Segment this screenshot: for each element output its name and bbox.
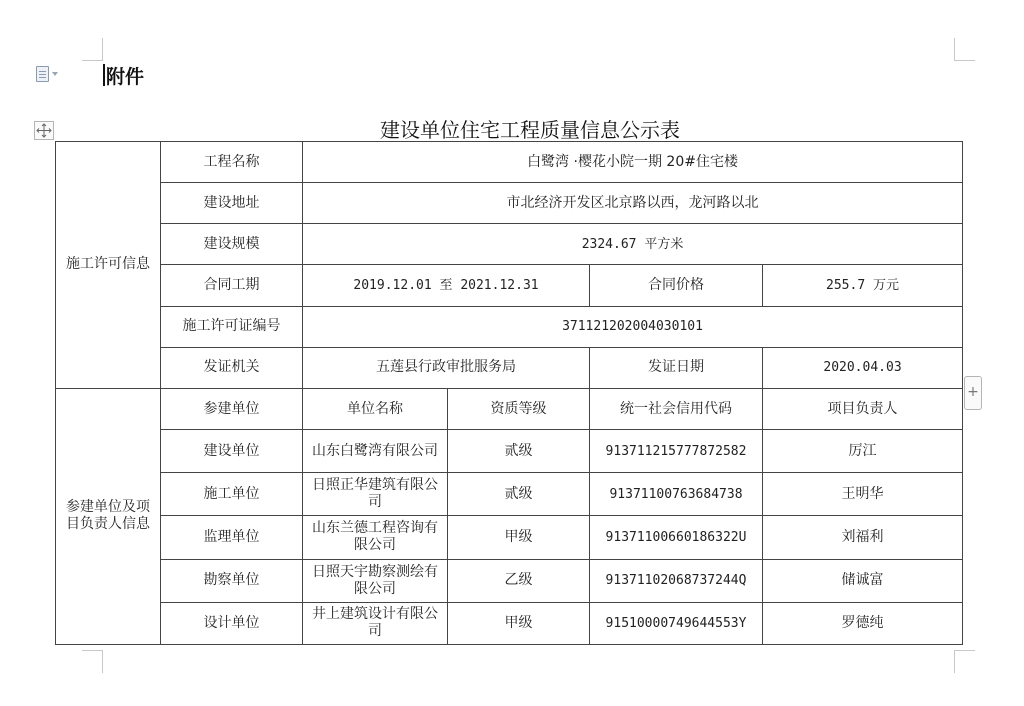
- table-move-handle-icon[interactable]: [34, 121, 54, 140]
- table-row: [56, 602, 963, 644]
- header-credit-code: 统一社会信用代码: [590, 388, 763, 429]
- row-manager[interactable]: 厉江: [763, 430, 963, 473]
- issue-date-value[interactable]: 2020.04.03: [763, 347, 963, 388]
- row-grade[interactable]: 甲级: [448, 516, 590, 559]
- header-role: 参建单位: [161, 388, 303, 429]
- contract-price-value[interactable]: 255.7 万元: [763, 265, 963, 306]
- page-corner-mark-bottom-right: [954, 650, 975, 673]
- row-role: 监理单位: [161, 516, 303, 559]
- row-manager[interactable]: 储诚富: [763, 559, 963, 602]
- row-role: 建设单位: [161, 430, 303, 473]
- address-label: 建设地址: [161, 183, 303, 224]
- contract-period-label: 合同工期: [161, 265, 303, 306]
- quality-info-table: [55, 141, 963, 645]
- row-role: 施工单位: [161, 473, 303, 516]
- row-credit-code[interactable]: 91371100763684738: [590, 473, 763, 516]
- row-role: 勘察单位: [161, 559, 303, 602]
- project-name-value[interactable]: 白鹭湾 ·樱花小院一期 20#住宅楼: [303, 142, 963, 183]
- row-grade[interactable]: 乙级: [448, 559, 590, 602]
- row-credit-code[interactable]: 91371100660186322U: [590, 516, 763, 559]
- scale-label: 建设规模: [161, 224, 303, 265]
- table-title: 建设单位住宅工程质量信息公示表: [380, 118, 680, 142]
- issuer-value[interactable]: 五莲县行政审批服务局: [303, 347, 590, 388]
- table-row: [56, 559, 963, 602]
- row-credit-code[interactable]: 913711215777872582: [590, 430, 763, 473]
- text-cursor: [103, 64, 105, 86]
- contract-price-label: 合同价格: [590, 265, 763, 306]
- scale-value[interactable]: 2324.67 平方米: [303, 224, 963, 265]
- header-grade: 资质等级: [448, 388, 590, 429]
- row-unit-name[interactable]: 井上建筑设计有限公司: [303, 602, 448, 644]
- issuer-label: 发证机关: [161, 347, 303, 388]
- permit-number-value[interactable]: 371121202004030101: [303, 306, 963, 347]
- attachment-label: 附件: [106, 66, 145, 88]
- page-corner-mark-top-left: [82, 38, 103, 61]
- address-value[interactable]: 市北经济开发区北京路以西，龙河路以北: [303, 183, 963, 224]
- row-unit-name[interactable]: 日照天宇勘察测绘有限公司: [303, 559, 448, 602]
- row-manager[interactable]: 刘福利: [763, 516, 963, 559]
- row-grade[interactable]: 甲级: [448, 602, 590, 644]
- participants-group-label: 参建单位及项目负责人信息: [56, 388, 161, 644]
- add-column-button[interactable]: +: [964, 376, 982, 410]
- permit-number-label: 施工许可证编号: [161, 306, 303, 347]
- table-row: [56, 473, 963, 516]
- project-name-label: 工程名称: [161, 142, 303, 183]
- issue-date-label: 发证日期: [590, 347, 763, 388]
- header-manager: 项目负责人: [763, 388, 963, 429]
- table-row: [56, 516, 963, 559]
- row-manager[interactable]: 罗德纯: [763, 602, 963, 644]
- row-grade[interactable]: 贰级: [448, 473, 590, 516]
- row-role: 设计单位: [161, 602, 303, 644]
- row-grade[interactable]: 贰级: [448, 430, 590, 473]
- header-unit-name: 单位名称: [303, 388, 448, 429]
- page-corner-mark-top-right: [954, 38, 975, 61]
- row-unit-name[interactable]: 山东白鹭湾有限公司: [303, 430, 448, 473]
- row-credit-code[interactable]: 91510000749644553Y: [590, 602, 763, 644]
- table-row: [56, 430, 963, 473]
- page-corner-mark-bottom-left: [82, 650, 103, 673]
- row-manager[interactable]: 王明华: [763, 473, 963, 516]
- row-unit-name[interactable]: 日照正华建筑有限公司: [303, 473, 448, 516]
- row-unit-name[interactable]: 山东兰德工程咨询有限公司: [303, 516, 448, 559]
- row-credit-code[interactable]: 91371102068737244Q: [590, 559, 763, 602]
- permit-group-label: 施工许可信息: [56, 142, 161, 389]
- contract-period-value[interactable]: 2019.12.01 至 2021.12.31: [303, 265, 590, 306]
- document-options-icon[interactable]: [36, 66, 64, 82]
